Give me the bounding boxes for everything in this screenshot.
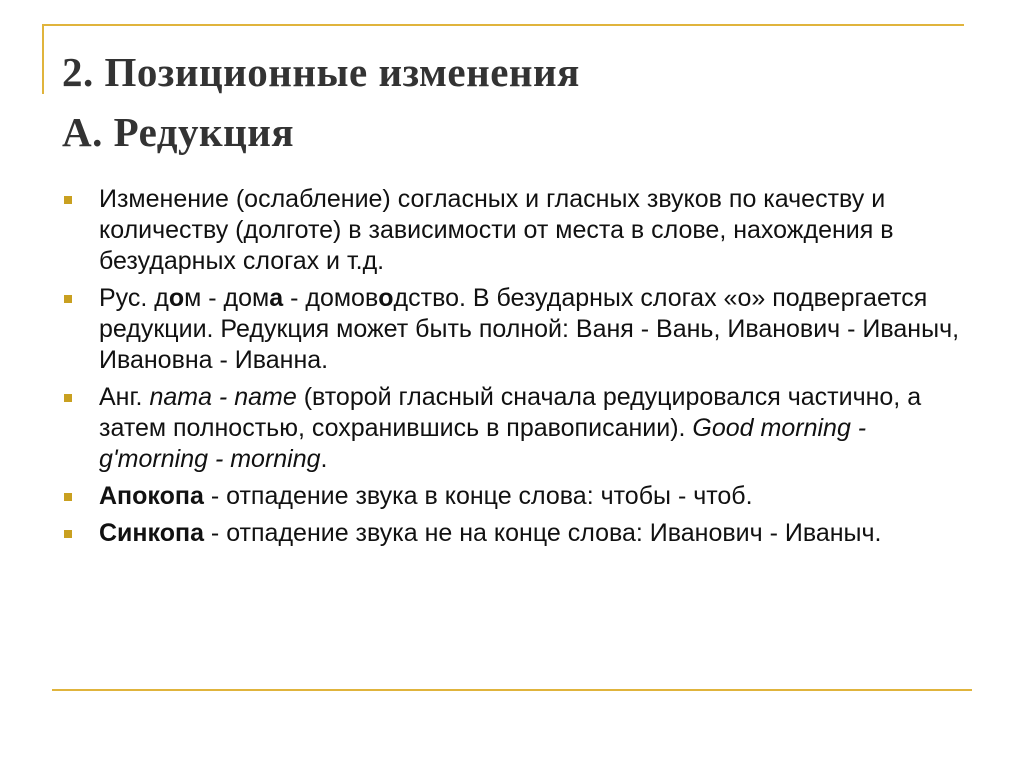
left-rule bbox=[42, 24, 44, 94]
top-rule bbox=[42, 24, 964, 26]
square-bullet-icon bbox=[64, 196, 72, 204]
bullet-text-part: - домов bbox=[283, 284, 379, 312]
bullet-text-part: м - дом bbox=[184, 284, 270, 312]
stressed-vowel: о bbox=[168, 284, 185, 312]
bullet-item-english-example bbox=[62, 382, 962, 475]
bullet-text: Изменение (ослабление) согласных и гласных звуков по качеству и количеству (долготе) в зависимости от места в слове, нахождения в безударных слогах и т.д. bbox=[99, 185, 894, 275]
term-apocope: Апокопа bbox=[99, 482, 204, 510]
italic-example: Good morning - g'morning - morning bbox=[99, 414, 867, 473]
square-bullet-icon bbox=[64, 493, 72, 501]
square-bullet-icon bbox=[64, 295, 72, 303]
bullet-text-part: (второй гласный сначала редуцировался частично, а затем полностью, сохранившись в правописании). bbox=[99, 383, 922, 442]
square-bullet-icon bbox=[64, 394, 72, 402]
bullet-text-part: Анг. bbox=[99, 383, 150, 411]
bullet-text-part: - отпадение звука не на конце слова: Иванович - Иваныч. bbox=[203, 519, 882, 547]
bullet-item-apocope bbox=[62, 481, 962, 512]
stressed-vowel: о bbox=[378, 284, 394, 312]
square-bullet-icon bbox=[64, 530, 72, 538]
italic-example: nama - name bbox=[149, 383, 297, 411]
bullet-text-part: Рус. д bbox=[99, 284, 169, 312]
bottom-rule bbox=[52, 689, 972, 691]
bullet-text-part: - отпадение звука в конце слова: чтобы - чтоб. bbox=[203, 482, 753, 510]
bullet-item-syncope bbox=[62, 518, 962, 549]
bullet-list bbox=[62, 184, 962, 555]
bullet-item-russian-example bbox=[62, 283, 962, 376]
bullet-text-part: . bbox=[320, 445, 328, 473]
slide-title bbox=[62, 42, 580, 162]
term-syncope: Синкопа bbox=[99, 519, 204, 547]
title-line-1: 2. Позиционные изменения bbox=[62, 49, 580, 95]
title-line-2: А. Редукция bbox=[62, 109, 295, 155]
bullet-text-part: дство. В безударных слогах «о» подвергается редукции. Редукция может быть полной: Ваня - Вань, Иванович - Иваныч, Ивановна - Иванна. bbox=[99, 284, 960, 374]
stressed-vowel: а bbox=[269, 284, 284, 312]
bullet-item-definition bbox=[62, 184, 962, 277]
